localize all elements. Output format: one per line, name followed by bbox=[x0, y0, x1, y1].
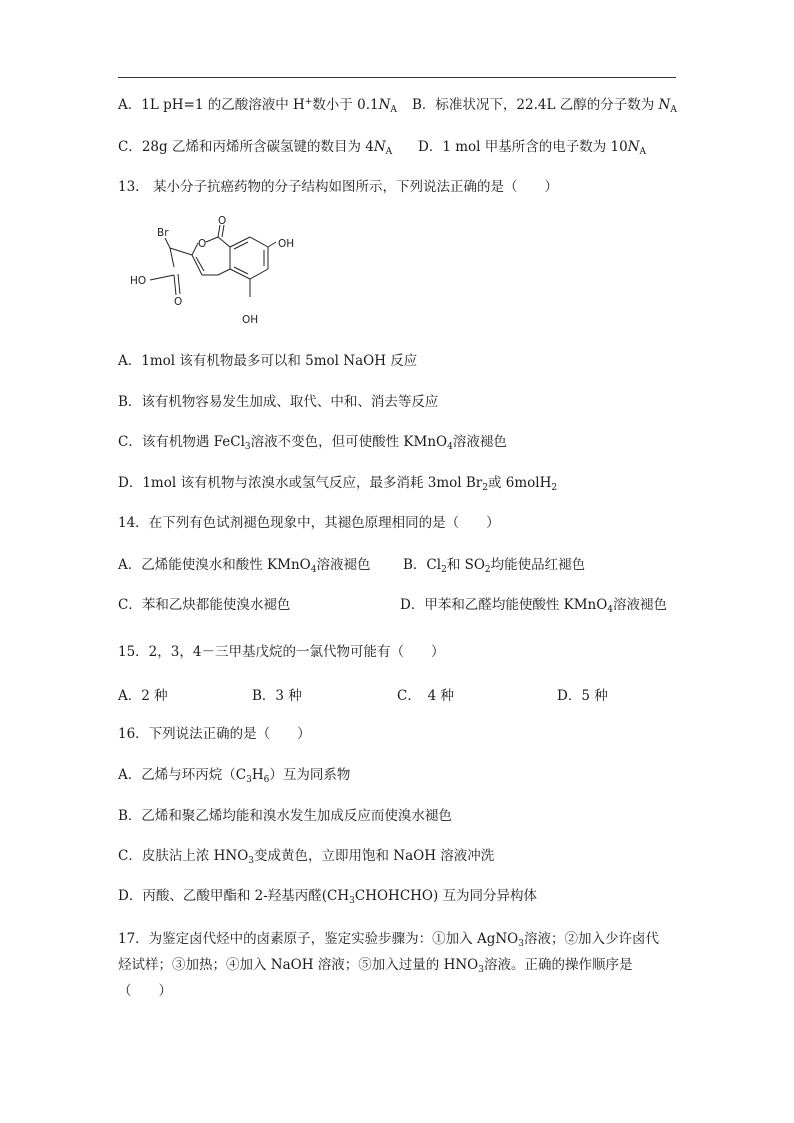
q14-option-c: C．苯和乙炔都能使溴水褪色 bbox=[118, 597, 291, 613]
q12-option-a: A．1L pH=1 的乙酸溶液中 H+数小于 $0.1N_A$ bbox=[118, 97, 397, 115]
q15-option-b: B．3 种 bbox=[252, 688, 302, 704]
molecule-structure bbox=[118, 215, 298, 335]
q17-stem-line3: （ ） bbox=[118, 983, 172, 999]
mol-label-br: Br bbox=[157, 227, 169, 239]
q13-stem: 13. 某小分子抗癌药物的分子结构如图所示，下列说法正确的是（ ） bbox=[118, 179, 558, 195]
q12-option-b: B．标准状况下，22.4L 乙醇的分子数为 $N_A$ bbox=[412, 97, 677, 115]
header-rule bbox=[118, 77, 676, 78]
q15-option-c: C． 4 种 bbox=[397, 688, 454, 704]
q12-option-d: D．1 mol 甲基所含的电子数为 $10N_A$ bbox=[418, 139, 647, 157]
q17-stem-line1: 17．为鉴定卤代烃中的卤素原子，鉴定实验步骤为：①加入 AgNO$_3$溶液；②加入少许卤代 bbox=[118, 931, 659, 949]
q15-option-d: D．5 种 bbox=[557, 688, 608, 704]
q16-option-d: D．丙酸、乙酸甲酯和 2-羟基丙醛$(CH_3CHOHCHO)$ 互为同分异构体 bbox=[118, 888, 538, 906]
q13-option-a: A．1mol 该有机物最多可以和 5mol NaOH 反应 bbox=[118, 353, 418, 369]
q16-option-a: A．乙烯与环丙烷$(C_3H_6)$互为同系物 bbox=[118, 767, 351, 785]
q14-option-b: B．$Cl_2$和 $SO_2$均能使品红褪色 bbox=[403, 557, 586, 575]
q13-option-b: B．该有机物容易发生加成、取代、中和、消去等反应 bbox=[118, 394, 439, 410]
q14-stem: 14．在下列有色试剂褪色现象中，其褪色原理相同的是（ ） bbox=[118, 515, 500, 531]
mol-label-carbonyl-o: O bbox=[218, 215, 227, 227]
q13-option-d: D．1mol 该有机物与浓溴水或氢气反应，最多消耗 3mol $Br_2$或 6molH$_2$ bbox=[118, 475, 558, 493]
q15-stem: 15．2，3，4－三甲基戊烷的一氯代物可能有（ ） bbox=[118, 644, 445, 660]
mol-label-ho: HO bbox=[130, 275, 147, 287]
q12-option-c: C．28g 乙烯和丙烯所含碳氢键的数目为 $4N_A$ bbox=[118, 139, 393, 157]
q14-option-d: D．甲苯和乙醛均能使酸性 KMnO$_4$溶液褪色 bbox=[400, 597, 668, 615]
q16-stem: 16．下列说法正确的是（ ） bbox=[118, 726, 311, 742]
q13-option-c: C．该有机物遇 FeCl$_3$溶液不变色，但可使酸性 KMnO$_4$溶液褪色 bbox=[118, 434, 507, 452]
q16-option-b: B．乙烯和聚乙烯均能和溴水发生加成反应而使溴水褪色 bbox=[118, 808, 452, 824]
mol-label-oh-bottom: OH bbox=[242, 314, 259, 326]
q17-stem-line2: 烃试样；③加热；④加入 NaOH 溶液；⑤加入过量的 $HNO_3$溶液。正确的操作顺序是 bbox=[118, 957, 633, 975]
q14-option-a: A．乙烯能使溴水和酸性 KMnO$_4$溶液褪色 bbox=[118, 557, 371, 575]
mol-label-acid-o: O bbox=[174, 296, 183, 308]
mol-label-oh-top: OH bbox=[278, 238, 295, 250]
q16-option-c: C．皮肤沾上浓 $HNO_3$变成黄色，立即用饱和 NaOH 溶液冲洗 bbox=[118, 848, 495, 866]
mol-label-ring-o: O bbox=[198, 238, 207, 250]
q15-option-a: A．2 种 bbox=[118, 688, 168, 704]
